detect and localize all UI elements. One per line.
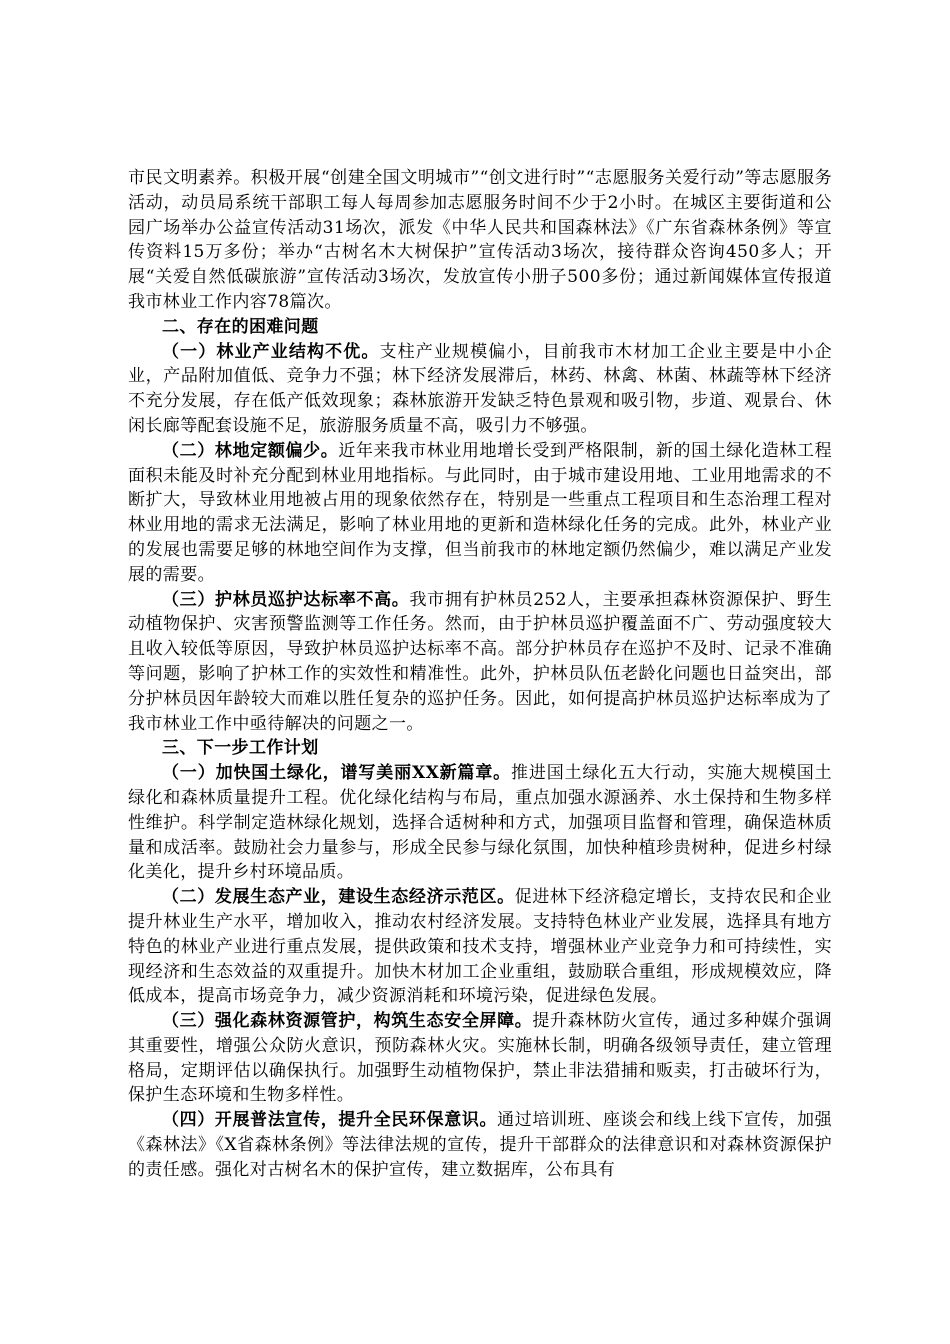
paragraph-lead: （二）发展生态产业，建设生态经济示范区。 xyxy=(162,887,515,908)
paragraph-body: 通过培训班、座谈会和线上线下宣传，加强《森林法》《X省森林条例》等法律法规的宣传，提升干部群众的法律意识和对森林资源保护的责任感。强化对古树名木的保护宣传，建立数据库，公布具有 xyxy=(128,1110,832,1180)
paragraph-forest-protection xyxy=(128,1009,832,1108)
section-heading-next-steps: 三、下一步工作计划 xyxy=(162,738,319,759)
paragraph-lead: （三）护林员巡护达标率不高。 xyxy=(162,589,410,610)
paragraph-body: 近年来我市林业用地增长受到严格限制，新的国土绿化造林工程面积未能及时补充分配到林业用地指标。与此同时，由于城市建设用地、工业用地需求的不断扩大，导致林业用地被占用的现象依然存在，特别是一些重点工程项目和生态治理工程对林业用地的需求无法满足，影响了林业用地的更新和造林绿化任务的完成。此外，林业产业的发展也需要足够的林地空间作为支撑，但当前我市的林地定额仍然偏少，难以满足产业发展的需要。 xyxy=(128,440,833,585)
paragraph-body: 我市拥有护林员252人，主要承担森林资源保护、野生动植物保护、灾害预警监测等工作任务。然而，由于护林员巡护覆盖面不广、劳动强度较大且收入较低等原因，导致护林员巡护达标率不高。部分护林员存在巡护不及时、记录不准确等问题，影响了护林工作的实效性和精准性。此外，护林员队伍老龄化问题也日益突出，部分护林员因年龄较大而难以胜任复杂的巡护任务。因此，如何提高护林员巡护达标率成为了我市林业工作中亟待解决的问题之一。 xyxy=(128,589,832,734)
paragraph-forest-land-quota xyxy=(128,439,832,588)
paragraph-land-greening xyxy=(128,761,832,885)
paragraph-body: 支柱产业规模偏小，目前我市木材加工企业主要是中小企业，产品附加值低、竞争力不强；林下经济发展滞后，林药、林禽、林菌、林蔬等林下经济不充分发展，存在低产低效现象；森林旅游开发缺乏特色景观和吸引物，步道、观景台、休闲长廊等配套设施不足，旅游服务质量不高，吸引力不够强。 xyxy=(128,341,832,436)
document-page xyxy=(128,166,832,1183)
paragraph-body: 促进林下经济稳定增长，支持农民和企业提升林业生产水平，增加收入，推动农村经济发展。支持特色林业产业发展，选择具有地方特色的林业产业进行重点发展，提供政策和技术支持，增强林业产业竞争力和可持续性，实现经济和生态效益的双重提升。加快木材加工企业重组，鼓励联合重组，形成规模效应，降低成本，提高市场竞争力，减少资源消耗和环境污染，促进绿色发展。 xyxy=(128,887,833,1007)
paragraph-eco-industry xyxy=(128,885,832,1009)
paragraph-lead: （三）强化森林资源管护，构筑生态安全屏障。 xyxy=(162,1011,533,1032)
paragraph-body: 推进国土绿化五大行动，实施大规模国土绿化和森林质量提升工程。优化绿化结构与布局，重点加强水源涵养、水土保持和生物多样性维护。科学制定造林绿化规划，选择合适树种和方式，加强项目监督和管理，确保造林质量和成活率。鼓励社会力量参与，形成全民参与绿化氛围，加快种植珍贵树种，促进乡村绿化美化，提升乡村环境品质。 xyxy=(128,763,832,883)
section-heading-difficulties: 二、存在的困难问题 xyxy=(162,316,319,337)
paragraph-lead: （一）加快国土绿化，谱写美丽XX新篇章。 xyxy=(162,763,512,784)
intro-paragraph: 市民文明素养。积极开展“创建全国文明城市”“创文进行时”“志愿服务关爱行动”等志愿服务活动，动员局系统干部职工每人每周参加志愿服务时间不少于2小时。在城区主要街道和公园广场举办公益宣传活动31场次，派发《中华人民共和国森林法》《广东省森林条例》等宣传资料15万多份；举办“古树名木大树保护”宣传活动3场次，接待群众咨询450多人；开展“关爱自然低碳旅游”宣传活动3场次，发放宣传小册子500多份；通过新闻媒体宣传报道我市林业工作内容78篇次。 xyxy=(128,168,832,312)
paragraph-law-publicity xyxy=(128,1108,832,1182)
paragraph-ranger-patrol xyxy=(128,588,832,737)
paragraph-industry-structure xyxy=(128,340,832,439)
paragraph-lead: （二）林地定额偏少。 xyxy=(162,440,339,461)
paragraph-lead: （一）林业产业结构不优。 xyxy=(162,341,380,362)
paragraph-lead: （四）开展普法宣传，提升全民环保意识。 xyxy=(162,1110,498,1131)
paragraph-body: 提升森林防火宣传，通过多种媒介强调其重要性，增强公众防火意识，预防森林火灾。实施林长制，明确各级领导责任，建立管理格局，定期评估以确保执行。加强野生动植物保护，禁止非法猎捕和贩卖，打击破坏行为，保护生态环境和生物多样性。 xyxy=(128,1011,832,1106)
